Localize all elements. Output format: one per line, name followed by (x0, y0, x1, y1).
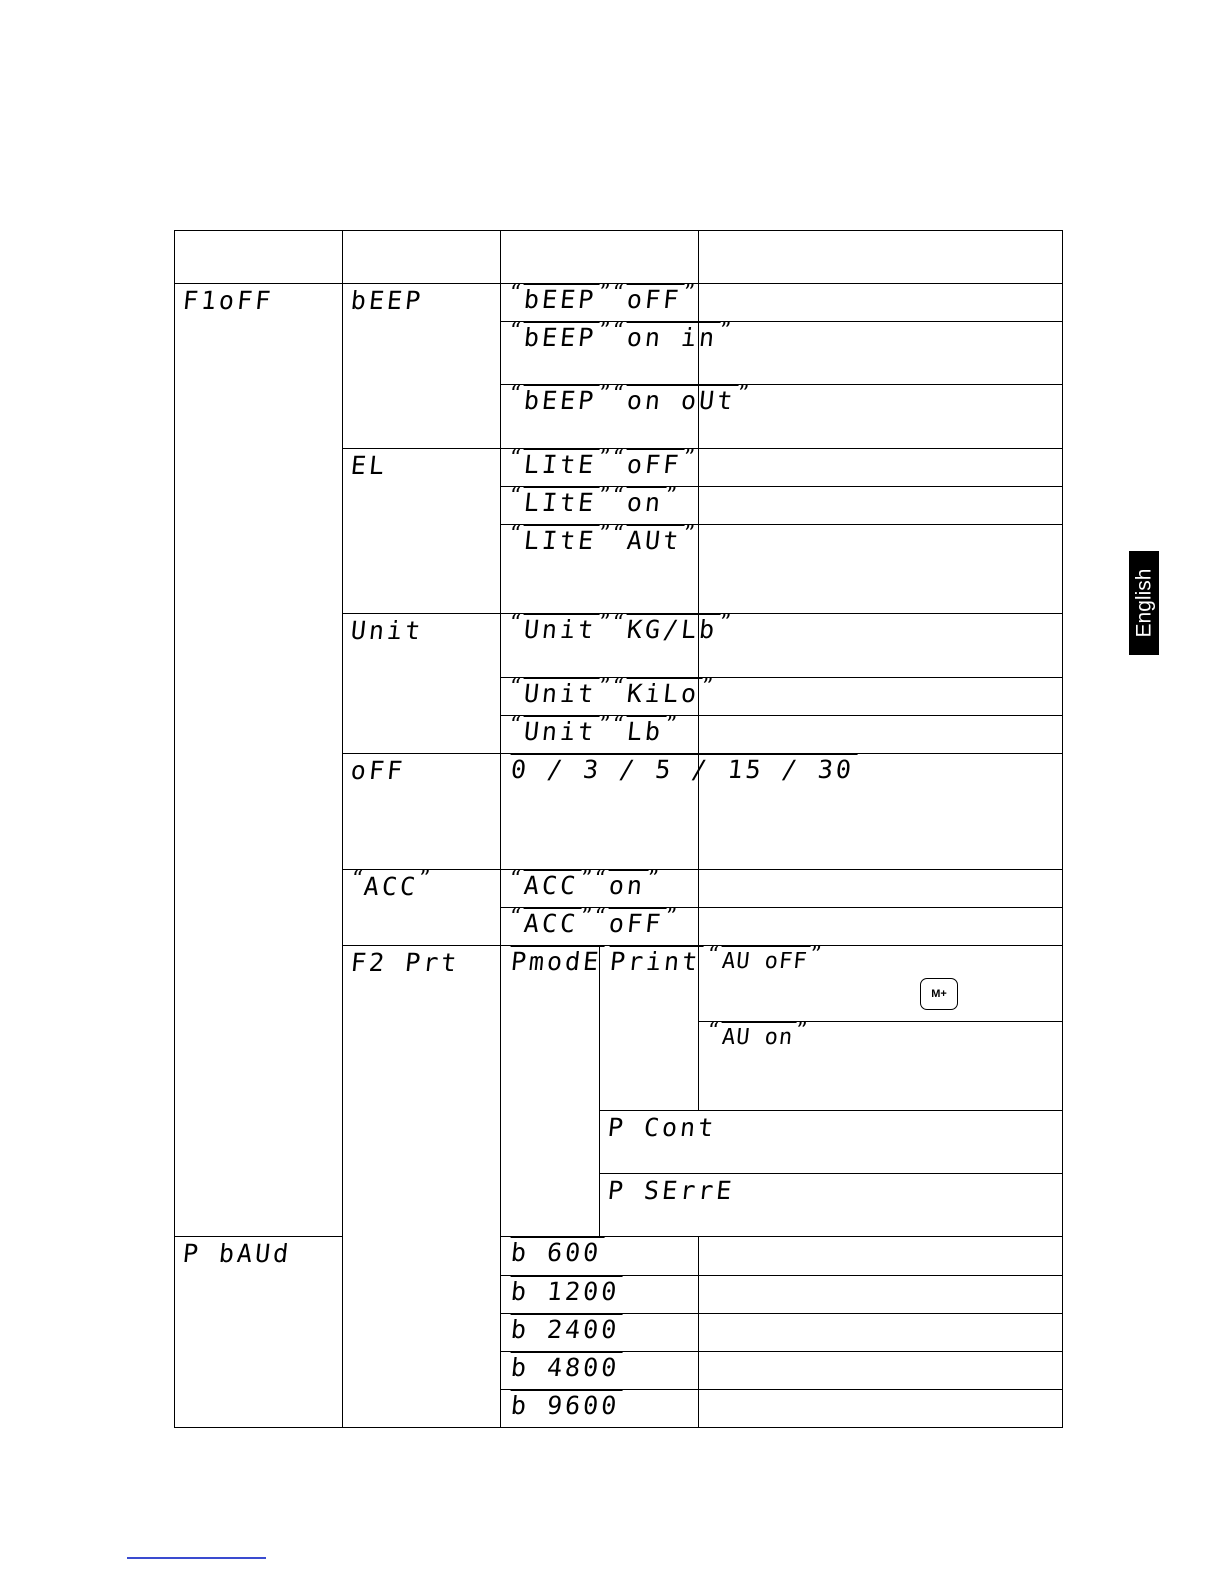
option-lite-off: “LItE”“oFF” (501, 448, 699, 486)
description-cell (699, 524, 1063, 613)
description-cell (699, 716, 1063, 754)
footer-rule (127, 1557, 266, 1559)
option-acc-off: “ACC”“oFF” (501, 907, 699, 945)
header-cell (501, 231, 699, 284)
option-baud-2400: b 2400 (501, 1313, 699, 1351)
menu-code-acc: ACC (362, 871, 420, 901)
m-plus-key-icon (920, 978, 958, 1010)
option-beep-on-out: “bEEP”“on oUt” (501, 385, 699, 448)
menu-code-print: Print (606, 946, 704, 977)
description-cell (699, 322, 1063, 385)
menu-code-el: EL (349, 450, 389, 480)
option-au-on: “AU on” (699, 1021, 1063, 1110)
description-cell (699, 486, 1063, 524)
option-baud-4800: b 4800 (501, 1351, 699, 1389)
header-cell (175, 231, 343, 284)
option-beep-off: “bEEP”“oFF” (501, 284, 699, 322)
option-beep-on-in: “bEEP”“on in” (501, 322, 699, 385)
acc-cell: “ACC” (343, 869, 501, 945)
unit-cell (343, 613, 501, 753)
menu-code-off: oFF (349, 756, 407, 786)
description-cell (699, 1313, 1063, 1351)
description-cell (699, 1389, 1063, 1427)
menu-code-f1: F1oFF (181, 286, 275, 316)
off-cell (343, 754, 501, 869)
option-lite-aut: “LItE”“AUt” (501, 524, 699, 613)
header-cell (343, 231, 501, 284)
option-p-cont: P Cont (600, 1111, 1063, 1174)
option-baud-600: b 600 (501, 1237, 699, 1275)
language-tab (1129, 551, 1159, 655)
m-plus-key-label: M+ (931, 988, 947, 1000)
description-cell (699, 284, 1063, 322)
option-unit-kilo: “Unit”“KiLo” (501, 678, 699, 716)
menu-code-unit: Unit (349, 615, 425, 645)
language-tab-label: English (1132, 568, 1156, 638)
beep-cell (343, 284, 501, 448)
description-cell (699, 613, 1063, 677)
description-cell (699, 907, 1063, 945)
description-cell (699, 448, 1063, 486)
description-cell (699, 1237, 1063, 1275)
description-cell (699, 869, 1063, 907)
description-cell (699, 678, 1063, 716)
option-lite-on: “LItE”“on” (501, 486, 699, 524)
description-cell (699, 1351, 1063, 1389)
option-p-serre: P SErrE (600, 1174, 1063, 1237)
menu-code-f2: F2 Prt (349, 947, 461, 977)
option-unit-lb: “Unit”“Lb” (501, 716, 699, 754)
option-baud-1200: b 1200 (501, 1275, 699, 1313)
pbaud-cell (175, 1237, 343, 1428)
group-f1-cell (175, 284, 343, 1237)
pmode-cell (501, 945, 603, 1237)
option-acc-on: “ACC”“on” (501, 869, 699, 907)
menu-code-beep: bEEP (349, 286, 425, 316)
group-f2-cell (343, 945, 501, 1427)
option-baud-9600: b 9600 (501, 1389, 699, 1427)
table-row (175, 1237, 1063, 1275)
description-cell (699, 1275, 1063, 1313)
option-unit-kglb: “Unit”“KG/Lb” (501, 613, 699, 677)
description-cell (699, 385, 1063, 448)
option-au-off: “AU oFF” (699, 945, 1063, 1021)
menu-code-pmode: PmodE (507, 946, 605, 977)
header-cell (699, 231, 1063, 284)
el-cell (343, 448, 501, 613)
table-row (175, 284, 1063, 322)
table-header-row (175, 231, 1063, 284)
menu-code-pbaud: P bAUd (181, 1239, 293, 1269)
print-cell (600, 945, 702, 1110)
settings-menu-table (174, 230, 1063, 1428)
option-off-values: 0 / 3 / 5 / 15 / 30 (501, 754, 699, 869)
